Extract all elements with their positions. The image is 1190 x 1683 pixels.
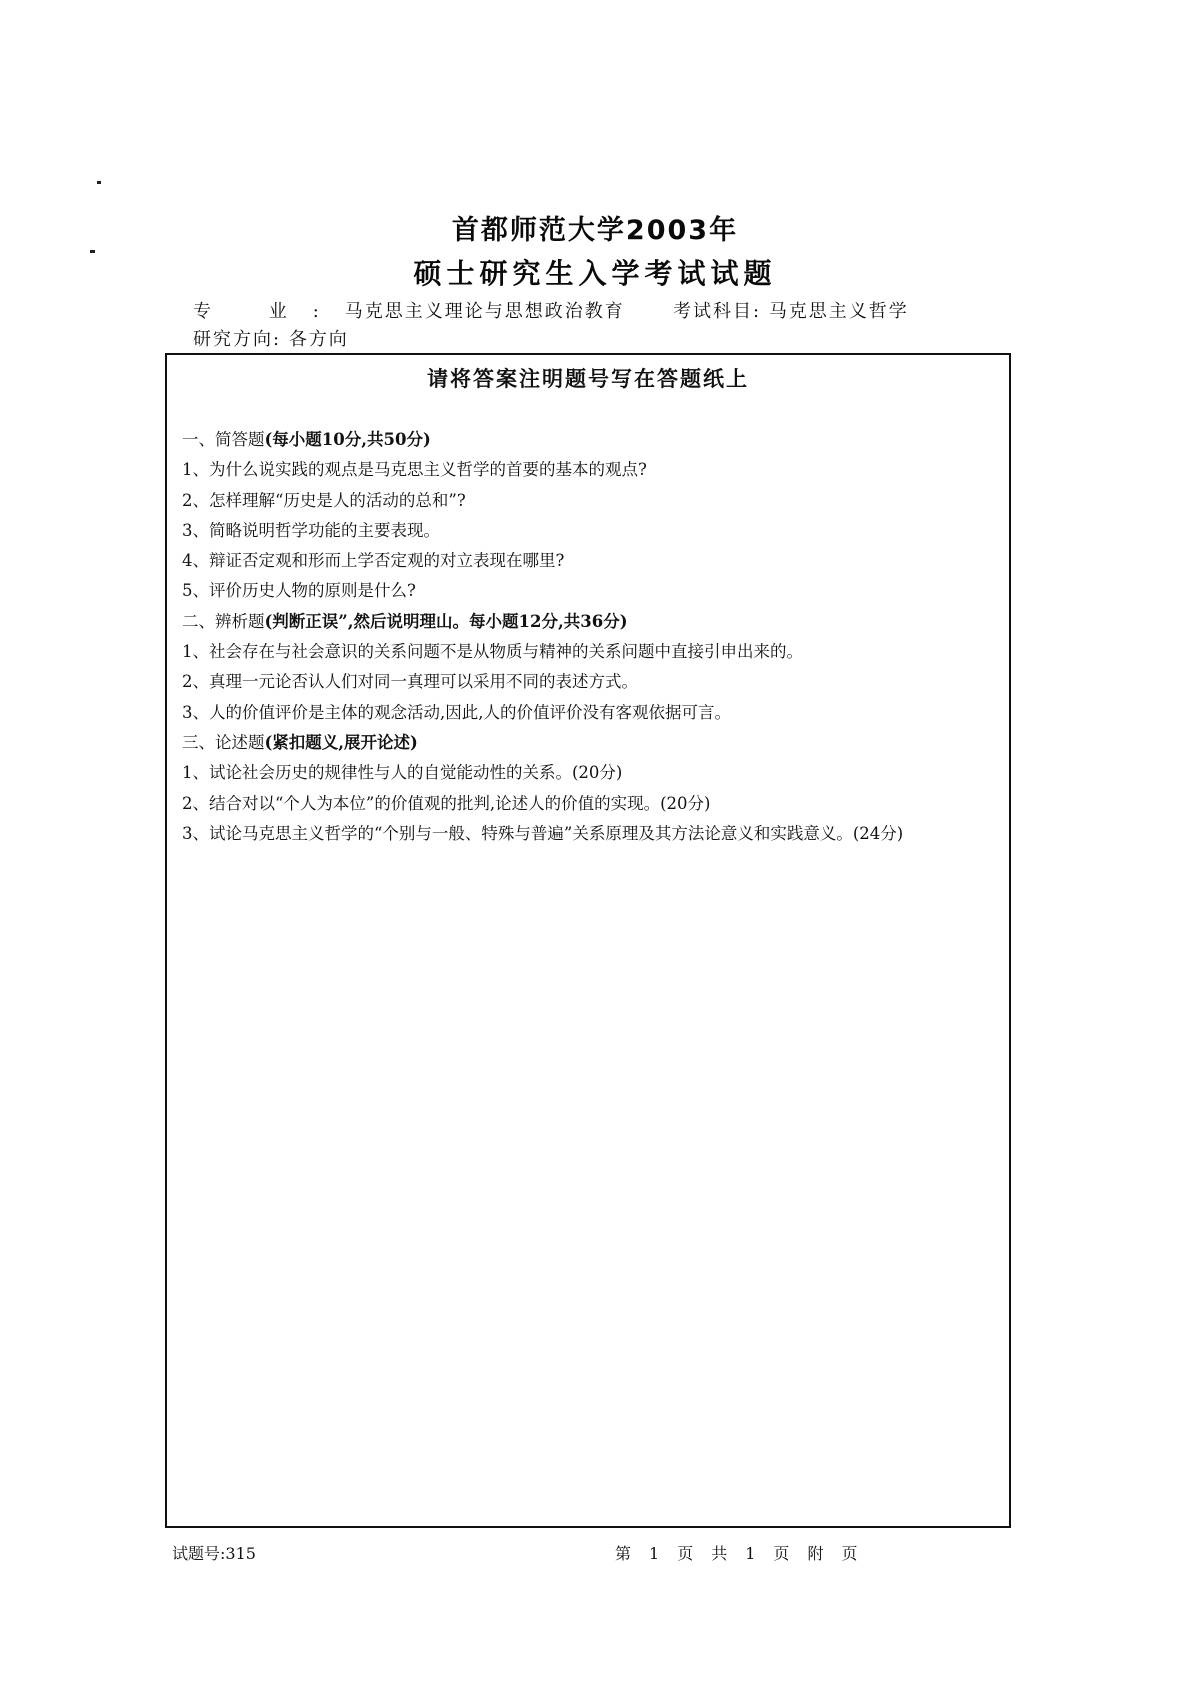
question-list [182,425,1002,849]
exam-title: 硕士研究生入学考试试题 [413,257,777,290]
section-heading: 二、辨析题(判断正误”,然后说明理山。每小题12分,共36分) [182,611,628,631]
subject-label: 考试科目: [673,301,762,322]
question-item: 2、结合对以“个人为本位”的价值观的批判,论述人的价值的实现。(20分) [182,793,711,813]
major-row [193,297,909,323]
direction-row [193,325,349,351]
page-info: 第 1 页 共 1 页 附 页 [615,1544,860,1563]
scan-speck [97,181,101,184]
question-frame [165,353,1011,1528]
question-item: 2、怎样理解“历史是人的活动的总和”? [182,490,466,510]
question-item: 3、简略说明哲学功能的主要表现。 [182,520,440,540]
direction-value: 各方向 [288,329,349,350]
subject-value: 马克思主义哲学 [768,301,909,322]
major-value: 马克思主义理论与思想政治教育 [344,301,625,322]
question-item: 1、试论社会历史的规律性与人的自觉能动性的关系。(20分) [182,763,623,783]
major-label: 专 业: [193,301,345,322]
question-item: 2、真理一元论否认人们对同一真理可以采用不同的表述方式。 [182,672,638,692]
subject-field [673,297,909,323]
question-item: 3、试论马克思主义哲学的“个别与一般、特殊与普遍”关系原理及其方法论意义和实践意义。(24分) [182,823,904,843]
question-item: 1、社会存在与社会意识的关系问题不是从物质与精神的关系问题中直接引申出来的。 [182,642,803,662]
direction-label: 研究方向: [193,329,282,350]
question-item: 5、评价历史人物的原则是什么? [182,581,416,601]
exam-title-university: 首都师范大学2003年 [451,215,739,246]
exam-number: 试题号:315 [172,1544,256,1563]
question-item: 4、辩证否定观和形而上学否定观的对立表现在哪里? [182,551,565,571]
question-item: 1、为什么说实践的观点是马克思主义哲学的首要的基本的观点? [182,460,647,480]
section-heading: 三、论述题(紧扣题义,展开论述) [182,732,418,752]
question-item: 3、人的价值评价是主体的观念活动,因此,人的价值评价没有客观依据可言。 [182,702,731,722]
answer-instruction: 请将答案注明题号写在答题纸上 [427,366,749,391]
section-heading: 一、简答题(每小题10分,共50分) [182,430,431,449]
